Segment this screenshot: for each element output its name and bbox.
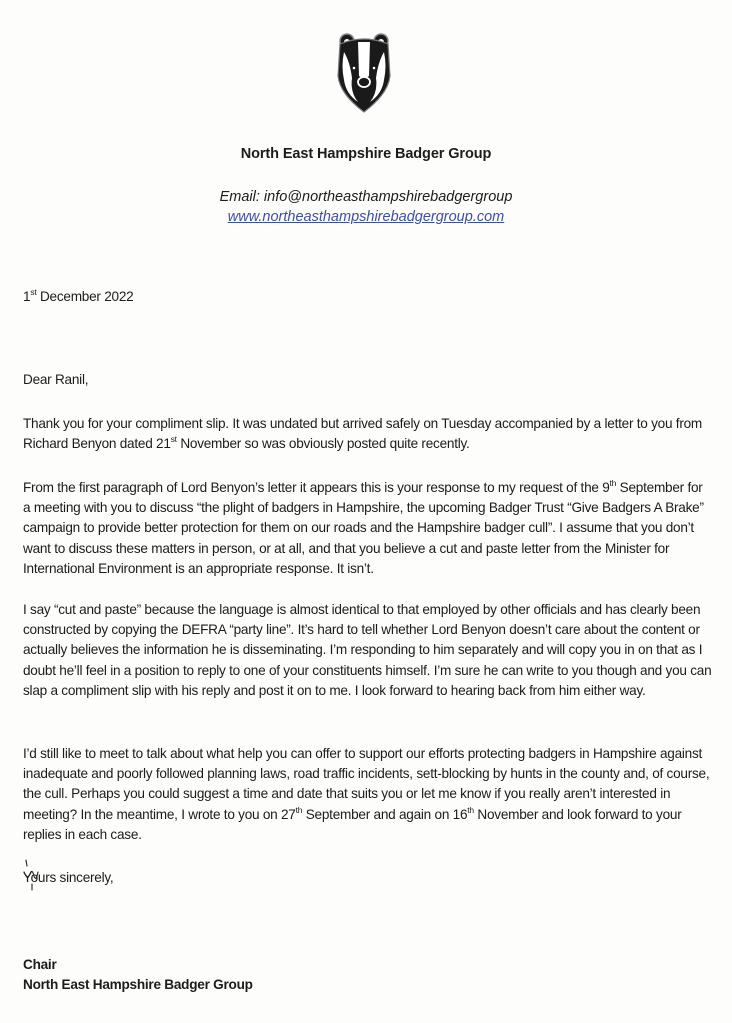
paragraph-1-text-a: Thank you for your compliment slip. It was undated but arrived safely on Tuesday accompanied by a letter to you from Richard Benyon dated 21 <box>23 416 702 452</box>
website-line <box>0 207 732 227</box>
date-day: 1 <box>23 289 31 304</box>
closing: Yours sincerely, <box>23 870 114 885</box>
paragraph-1-text-b: November so was obviously posted quite recently. <box>176 436 470 452</box>
signatory-organisation: North East Hampshire Badger Group <box>23 977 253 992</box>
paragraph-4-text-c: November and look forward to your replies in each case. <box>23 806 682 842</box>
email-address: info@northeasthampshirebadgergroup <box>263 189 513 205</box>
paragraph-2 <box>23 478 713 579</box>
paragraph-4-text-b: September and again on 16 <box>302 806 468 822</box>
paragraph-3: I say “cut and paste” because the language is almost identical to that employed by other officials and has clearly been constructed by copying the DEFRA “party line”. It’s hard to tell whether Lord Benyon doesn’t care about the content or actually believes the information he is disseminating. I’m responding to him separately and will copy you in on that as I doubt he’ll feel in a position to reply to one of your constituents himself. I’m sure he can write to you though and you can slap a compliment slip with his reply and post it on to me. I look forward to hearing back from him either way. <box>23 602 712 698</box>
date-month-year: December 2022 <box>36 289 134 304</box>
date-day-suffix: st <box>30 287 37 297</box>
ordinal-suffix: th <box>609 478 617 488</box>
email-label: Email: <box>219 189 264 205</box>
letter-date <box>23 287 713 307</box>
organisation-heading: North East Hampshire Badger Group <box>240 146 492 162</box>
handwritten-signature-icon <box>18 858 48 894</box>
email-line <box>0 187 732 207</box>
signatory-role: Chair <box>23 957 57 972</box>
paragraph-1 <box>23 414 713 454</box>
ordinal-suffix: th <box>467 804 474 815</box>
salutation: Dear Ranil, <box>23 372 89 387</box>
ordinal-suffix: st <box>170 434 177 445</box>
paragraph-2-text-b: September for a meeting with you to discuss “the plight of badgers in Hampshire, the upcoming Badger Trust “Give Badgers A Brake” campaign to provide better protection for them on our roads and the Hampshire badger cull”. I assume that you don’t want to discuss these matters in person, or at all, and that you believe a cut and paste letter from the Minister for International Environment is an appropriate response. It isn’t. <box>23 480 704 576</box>
paragraph-4 <box>23 744 713 845</box>
ordinal-suffix: th <box>295 804 303 815</box>
website-link[interactable]: www.northeasthampshirebadgergroup.com <box>227 209 505 225</box>
paragraph-2-text-a: From the first paragraph of Lord Benyon’s letter it appears this is your response to my request of the 9 <box>23 480 610 495</box>
badger-head-icon <box>336 32 392 114</box>
paragraph-4-text-a: I’d still like to meet to talk about what help you can offer to support our efforts protecting badgers in Hampshire against inadequate and poorly followed planning laws, road traffic incidents, sett-blocking by hunts in the county and, of course, the cull. Perhaps you could suggest a time and date that suits you or let me know if you really aren’t interested in meeting? In the meantime, I wrote to you on 27 <box>23 746 710 822</box>
